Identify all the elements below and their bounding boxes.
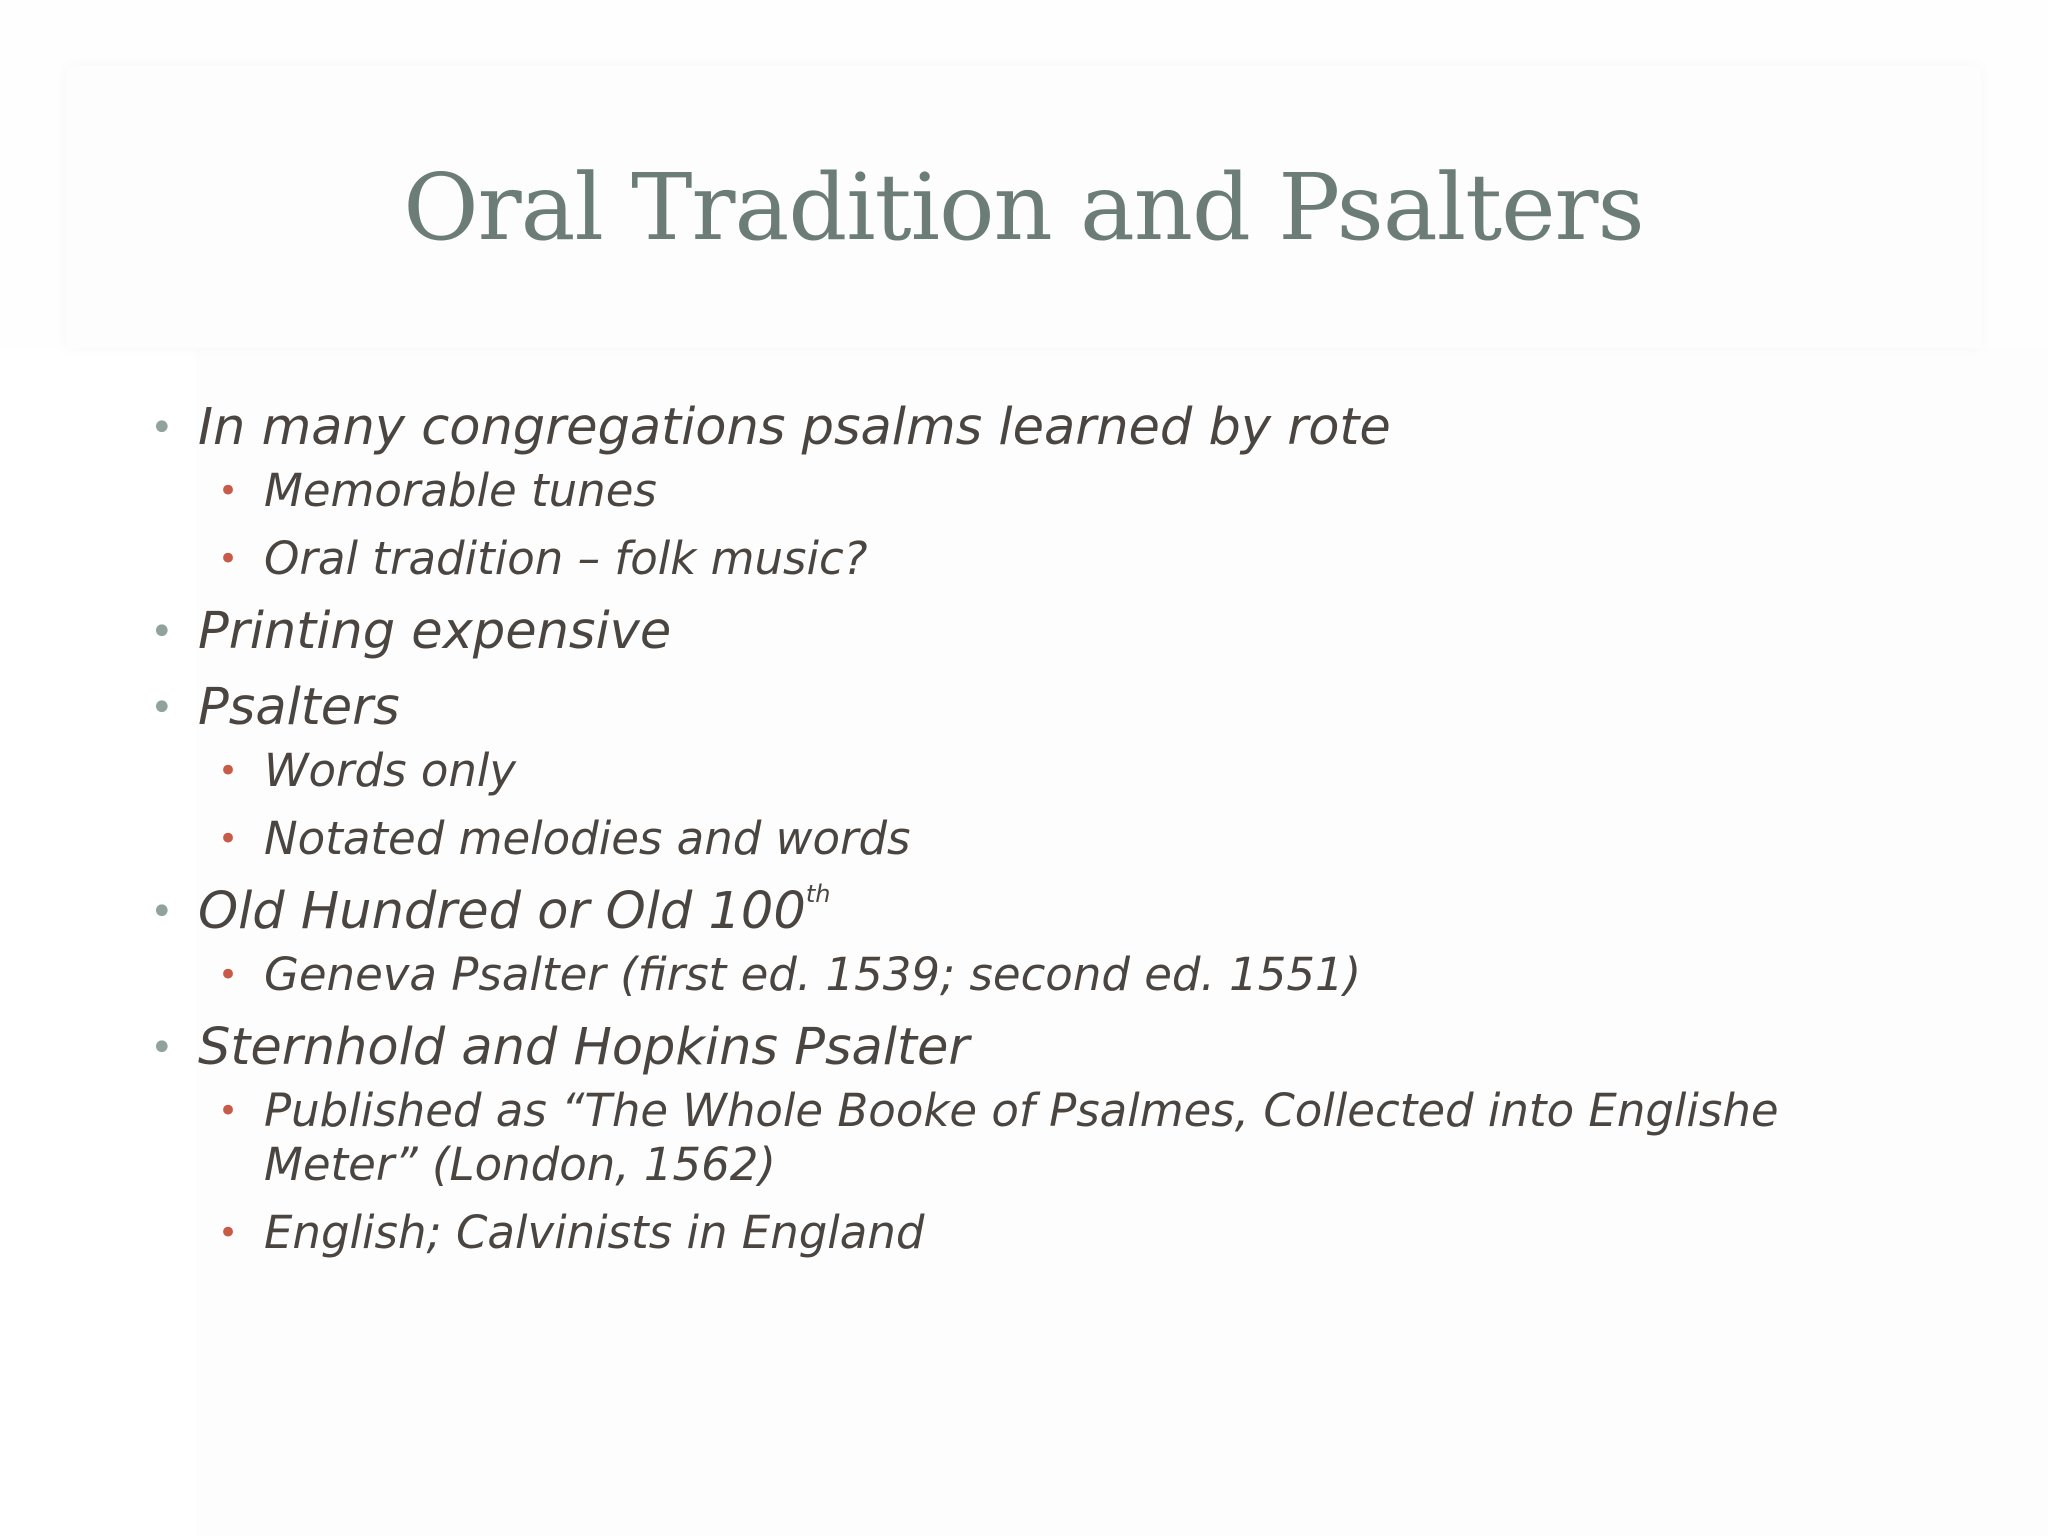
sub-bullet-list (198, 464, 1944, 586)
bullet-item (144, 396, 1944, 586)
bullet-text: Sternhold and Hopkins Psalter (198, 1018, 970, 1077)
bullet-item (144, 676, 1944, 866)
sub-bullet-item (198, 1084, 1944, 1192)
bullet-item (144, 600, 1944, 664)
sub-bullet-item (198, 948, 1944, 1002)
sub-bullet-dot-icon: • (218, 1213, 239, 1253)
sub-bullet-dot-icon: • (218, 1091, 239, 1131)
title-box (66, 66, 1981, 348)
bullet-dot-icon: • (150, 405, 174, 451)
sub-bullet-item (198, 812, 1944, 866)
sub-bullet-text: Oral tradition – folk music? (264, 532, 868, 585)
slide-body (144, 396, 1944, 1274)
bullet-dot-icon: • (150, 685, 174, 731)
sub-bullet-text: Published as “The Whole Booke of Psalmes, Collected into Englishe Meter” (London, 1562) (264, 1084, 1779, 1191)
bullet-item (144, 880, 1944, 1002)
sub-bullet-list (198, 744, 1944, 866)
sub-bullet-item (198, 744, 1944, 798)
ordinal-suffix: th (805, 880, 831, 908)
bullet-list (144, 396, 1944, 1260)
sub-bullet-dot-icon: • (218, 751, 239, 791)
bullet-text: Printing expensive (198, 602, 672, 661)
bullet-dot-icon: • (150, 889, 174, 935)
sub-bullet-list (198, 1084, 1944, 1260)
sub-bullet-item (198, 532, 1944, 586)
sub-bullet-dot-icon: • (218, 819, 239, 859)
sub-bullet-item (198, 1206, 1944, 1260)
bullet-text: In many congregations psalms learned by rote (198, 398, 1391, 457)
bullet-text: Psalters (198, 678, 400, 737)
sub-bullet-dot-icon: • (218, 539, 239, 579)
sub-bullet-text: English; Calvinists in England (264, 1206, 925, 1259)
sub-bullet-text: Words only (264, 744, 517, 797)
bullet-dot-icon: • (150, 1025, 174, 1071)
bullet-text: Old Hundred or Old 100 (198, 882, 806, 941)
sub-bullet-list (198, 948, 1944, 1002)
sub-bullet-text: Notated melodies and words (264, 812, 911, 865)
sub-bullet-item (198, 464, 1944, 518)
sub-bullet-dot-icon: • (218, 955, 239, 995)
bullet-dot-icon: • (150, 609, 174, 655)
bullet-item (144, 1016, 1944, 1260)
sub-bullet-text: Geneva Psalter (first ed. 1539; second ed. 1551) (264, 948, 1362, 1001)
slide-title: Oral Tradition and Psalters (403, 153, 1644, 261)
sub-bullet-dot-icon: • (218, 471, 239, 511)
sub-bullet-text: Memorable tunes (264, 464, 657, 517)
